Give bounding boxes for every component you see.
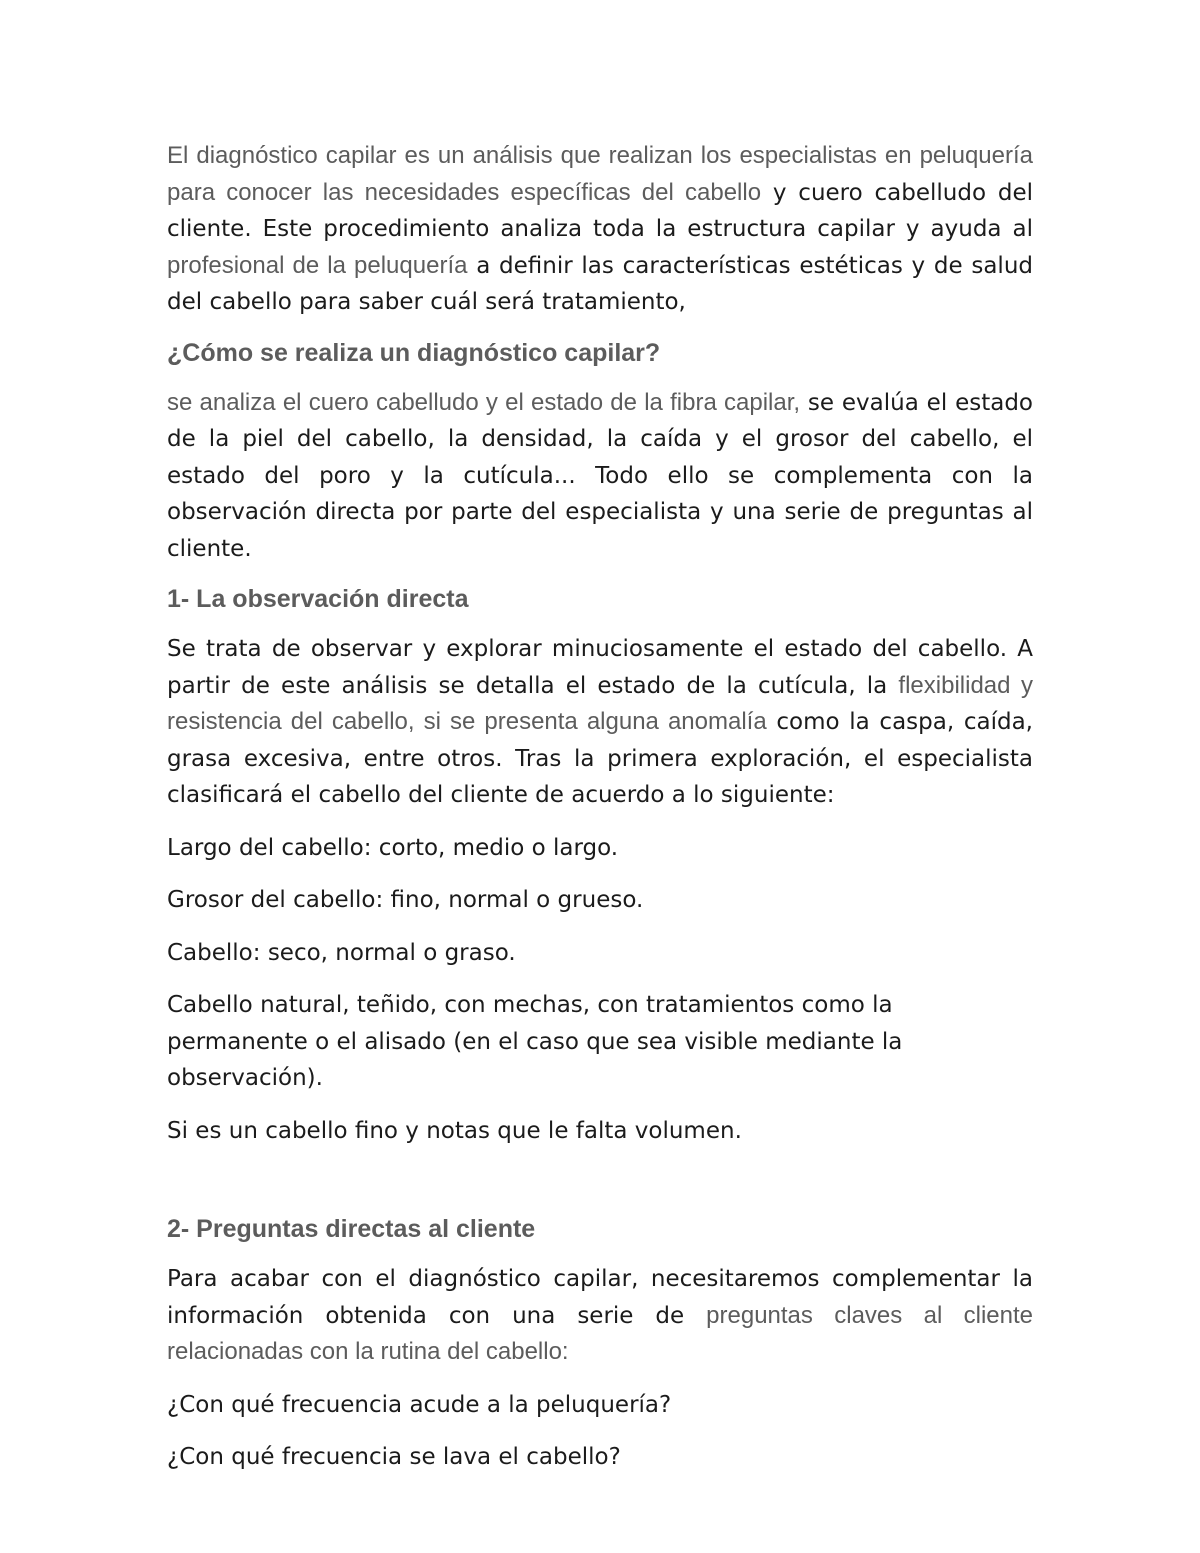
observation-gray-text: flexibilidad y resistencia del cabello, si se presenta alguna anomalía	[167, 671, 1033, 735]
observation-text-1: Se trata de observar y explorar minuciosamente el estado del cabello. A partir de este análisis se detalla el estado de la cutícula, la	[167, 636, 1033, 699]
classification-item: Largo del cabello: corto, medio o largo.	[167, 834, 619, 861]
observation-text-2: como la caspa, caída, grasa excesiva, entre otros. Tras la primera exploración, el especialista clasificará el cabello del cliente de acuerdo a lo siguiente:	[167, 709, 1033, 808]
intro-text-1: y cuero cabelludo del cliente. Este procedimiento analiza toda la estructura capilar y ayuda al	[167, 179, 1033, 242]
questions-intro-paragraph	[167, 1261, 1033, 1371]
intro-paragraph	[167, 138, 1033, 321]
questions-intro-gray-text: preguntas claves al cliente relacionadas con la rutina del cabello:	[167, 1301, 1033, 1365]
classification-item: Si es un cabello fino y notas que le falta volumen.	[167, 1117, 742, 1144]
intro-gray-text: El diagnóstico capilar es un análisis que realizan los especialistas en peluquería para conocer las necesidades específicas del cabello	[167, 142, 1033, 206]
how-text: se evalúa el estado de la piel del cabello, la densidad, la caída y el grosor del cabello, el estado del poro y la cutícula... Todo ello se complementa con la observación directa por parte del especialista y una serie de preguntas al cliente.	[167, 389, 1033, 562]
how-gray-text: se analiza el cuero cabelludo y el estado de la fibra capilar,	[167, 388, 801, 416]
questions-intro-text: Para acabar con el diagnóstico capilar, necesitaremos complementar la información obtenida con una serie de	[167, 1266, 1033, 1329]
how-paragraph	[167, 385, 1033, 568]
classification-item: Grosor del cabello: fino, normal o grueso.	[167, 887, 644, 913]
classification-item: Cabello natural, teñido, con mechas, con tratamientos como la permanente o el alisado (en el caso que sea visible mediante la observación).	[167, 992, 903, 1091]
heading-how: ¿Cómo se realiza un diagnóstico capilar?	[167, 338, 661, 367]
intro-link-text[interactable]: profesional de la peluquería	[167, 251, 468, 279]
observation-paragraph	[167, 631, 1033, 814]
intro-text-2: a definir las características estéticas y de salud del cabello para saber cuál será tratamiento,	[167, 252, 1033, 315]
classification-item: Cabello: seco, normal o graso.	[167, 939, 516, 966]
heading-observation: 1- La observación directa	[167, 585, 469, 613]
heading-questions: 2- Preguntas directas al cliente	[167, 1215, 536, 1243]
question-item: ¿Con qué frecuencia se lava el cabello?	[167, 1444, 621, 1470]
document-page	[167, 138, 1033, 1476]
question-item: ¿Con qué frecuencia acude a la peluquería?	[167, 1391, 672, 1418]
